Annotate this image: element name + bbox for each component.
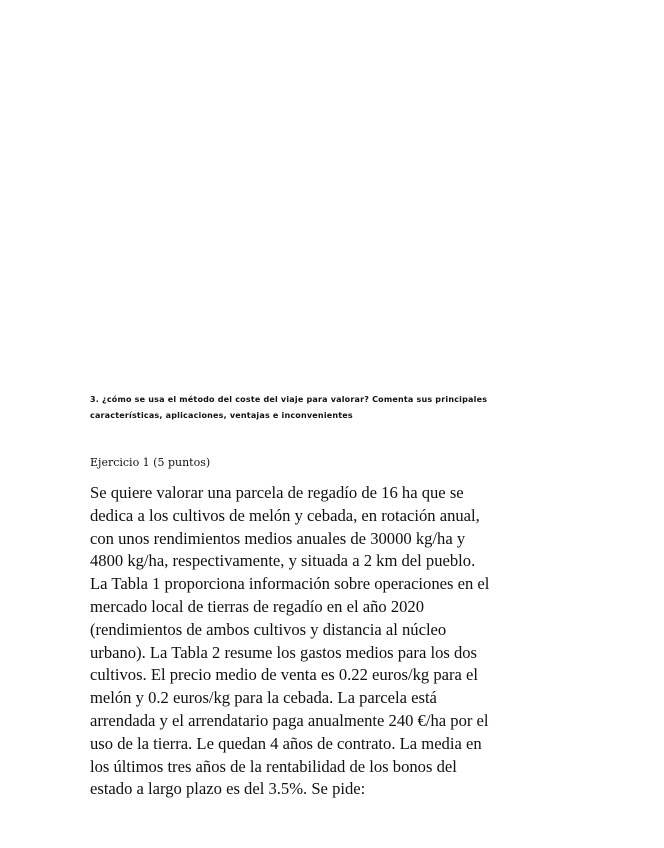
exercise-body (90, 482, 570, 801)
exercise-line: urbano). La Tabla 2 resume los gastos medios para los dos (90, 642, 478, 662)
exercise-line: los últimos tres años de la rentabilidad de los bonos del (90, 756, 457, 776)
question-3 (90, 392, 570, 424)
exercise-line: mercado local de tierras de regadío en el año 2020 (90, 596, 425, 616)
exercise-line: Se quiere valorar una parcela de regadío de 16 ha que se (90, 483, 464, 502)
exercise-line: 4800 kg/ha, respectivamente, y situada a 2 km del pueblo. (90, 551, 476, 571)
exercise-line: melón y 0.2 euros/kg para la cebada. La parcela está (90, 688, 437, 708)
question-line: características, aplicaciones, ventajas e inconvenientes (90, 411, 353, 420)
question-line: 3. ¿cómo se usa el método del coste del viaje para valorar? Comenta sus principales (90, 395, 488, 404)
exercise-line: uso de la tierra. Le quedan 4 años de contrato. La media en (90, 733, 482, 753)
exercise-line: La Tabla 1 proporciona información sobre operaciones en el (90, 574, 490, 594)
exercise-heading: Ejercicio 1 (5 puntos) (90, 456, 211, 469)
exercise-line: con unos rendimientos medios anuales de 30000 kg/ha y (90, 528, 466, 548)
exercise-line: cultivos. El precio medio de venta es 0.22 euros/kg para el (90, 665, 478, 685)
exercise-line: (rendimientos de ambos cultivos y distancia al núcleo (90, 619, 447, 639)
exercise-line: arrendada y el arrendatario paga anualmente 240 €/ha por el (90, 710, 489, 730)
exercise-line: dedica a los cultivos de melón y cebada, en rotación anual, (90, 505, 480, 525)
exercise-line: estado a largo plazo es del 3.5%. Se pide: (90, 779, 366, 799)
